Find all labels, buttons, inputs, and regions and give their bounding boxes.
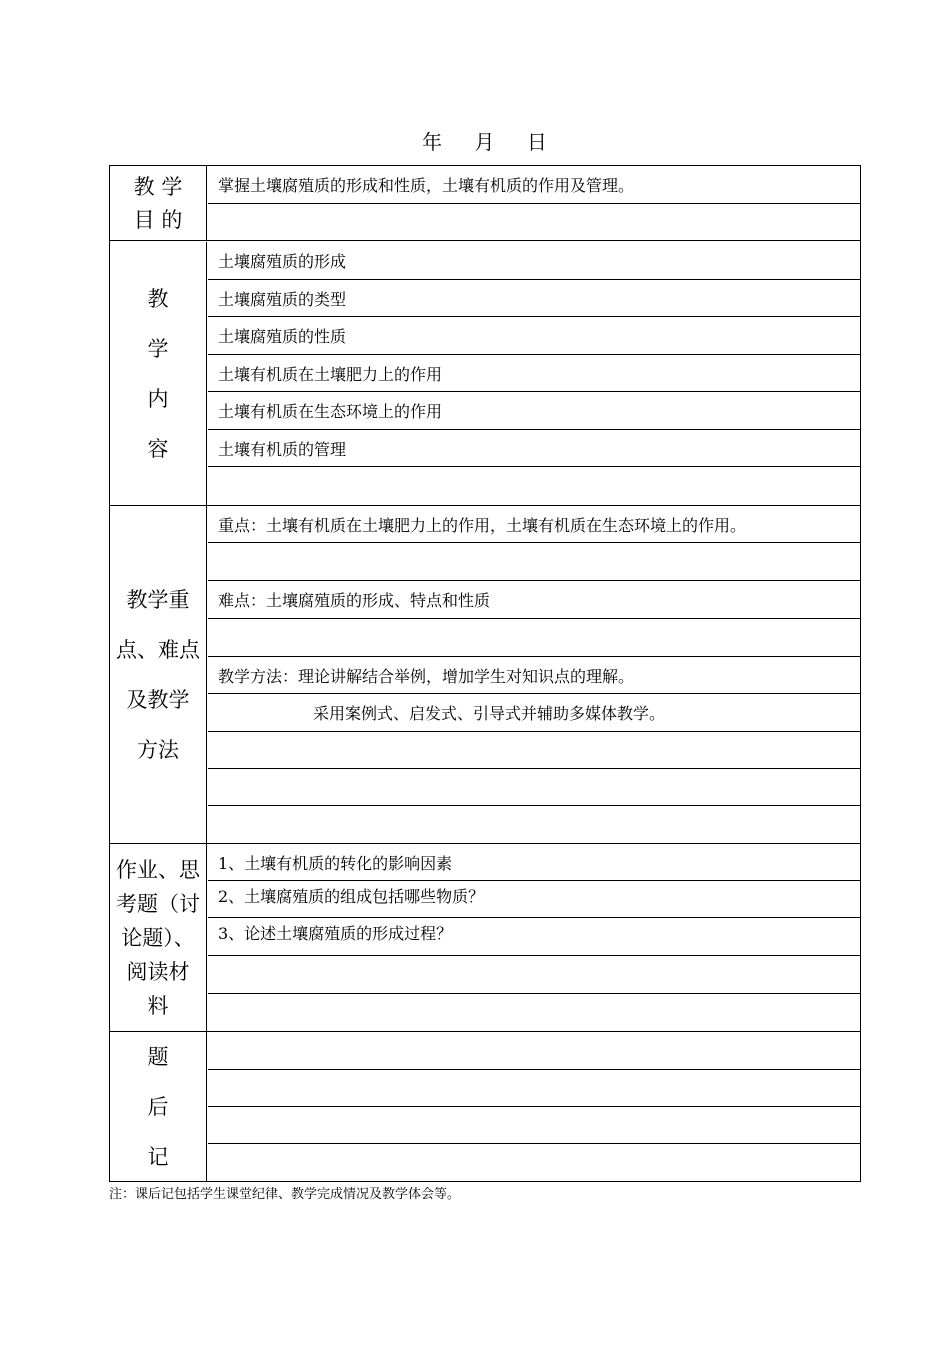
- footnote: 注：课后记包括学生课堂纪律、教学完成情况及教学体会等。: [109, 1187, 461, 1202]
- postscript-rows: [208, 1032, 860, 1181]
- postscript-label: [110, 1032, 207, 1181]
- content-row[interactable]: 土壤腐殖质的类型: [208, 280, 860, 317]
- content-label: [110, 242, 207, 506]
- content-row[interactable]: 土壤有机质在土壤肥力上的作用: [208, 355, 860, 392]
- content-row[interactable]: 土壤有机质在生态环境上的作用: [208, 392, 860, 430]
- postscript-label-char: 题: [147, 1044, 169, 1069]
- section-divider: [110, 240, 860, 241]
- keypoints-label-line: 教学重: [126, 588, 190, 612]
- objectives-content: [208, 166, 860, 241]
- keypoints-label-line: 方法: [137, 738, 179, 762]
- keypoints-row[interactable]: 采用案例式、启发式、引导式并辅助多媒体教学。: [208, 694, 860, 732]
- postscript-label-char: 记: [147, 1144, 169, 1169]
- keypoints-row[interactable]: 教学方法：理论讲解结合举例，增加学生对知识点的理解。: [208, 657, 860, 694]
- homework-label: [110, 844, 207, 1032]
- content-rows: [208, 242, 860, 506]
- content-label-char: 教: [147, 287, 169, 311]
- keypoints-row[interactable]: [208, 619, 860, 657]
- content-row[interactable]: [208, 467, 860, 506]
- keypoints-row[interactable]: 重点：土壤有机质在土壤肥力上的作用，土壤有机质在生态环境上的作用。: [208, 506, 860, 543]
- homework-label-line: 料: [147, 994, 169, 1018]
- content-row[interactable]: 土壤有机质的管理: [208, 430, 860, 467]
- homework-rows: [208, 844, 860, 1032]
- date-line: [109, 128, 861, 156]
- keypoints-row[interactable]: [208, 732, 860, 769]
- homework-row[interactable]: 1、土壤有机质的转化的影响因素: [208, 844, 860, 881]
- objectives-label-line: 目 的: [133, 207, 183, 232]
- keypoints-rows: [208, 506, 860, 844]
- homework-row[interactable]: [208, 956, 860, 994]
- postscript-row[interactable]: [208, 1107, 860, 1144]
- keypoints-label-line: 点、难点: [116, 638, 200, 662]
- year-label: 年: [422, 130, 444, 154]
- lesson-plan-form: [109, 165, 861, 1182]
- postscript-row[interactable]: [208, 1032, 860, 1070]
- keypoints-row[interactable]: [208, 769, 860, 806]
- objectives-label-line: 教 学: [133, 174, 183, 199]
- content-label-char: 内: [147, 387, 169, 411]
- homework-label-line: 论题）、: [121, 926, 195, 950]
- homework-row[interactable]: 2、土壤腐殖质的组成包括哪些物质？: [208, 881, 860, 918]
- content-label-char: 容: [147, 437, 169, 461]
- objectives-row[interactable]: [208, 204, 860, 241]
- objectives-row[interactable]: 掌握土壤腐殖质的形成和性质，土壤有机质的作用及管理。: [208, 166, 860, 204]
- month-label: 月: [474, 130, 496, 154]
- content-row[interactable]: 土壤腐殖质的性质: [208, 317, 860, 355]
- day-label: 日: [526, 130, 548, 154]
- postscript-label-char: 后: [147, 1094, 169, 1119]
- homework-label-line: 考题（讨: [116, 892, 200, 916]
- keypoints-row[interactable]: 难点：土壤腐殖质的形成、特点和性质: [208, 581, 860, 619]
- keypoints-row[interactable]: [208, 543, 860, 581]
- objectives-label: [110, 166, 207, 241]
- keypoints-label: [110, 506, 207, 844]
- content-label-char: 学: [147, 337, 169, 361]
- postscript-row[interactable]: [208, 1144, 860, 1181]
- keypoints-label-line: 及教学: [126, 688, 190, 712]
- keypoints-row[interactable]: [208, 806, 860, 844]
- postscript-row[interactable]: [208, 1070, 860, 1107]
- content-row[interactable]: 土壤腐殖质的形成: [208, 242, 860, 280]
- homework-row[interactable]: [208, 994, 860, 1032]
- homework-label-line: 作业、思: [116, 858, 200, 882]
- homework-row[interactable]: 3、论述土壤腐殖质的形成过程？: [208, 918, 860, 956]
- homework-label-line: 阅读材: [126, 960, 190, 984]
